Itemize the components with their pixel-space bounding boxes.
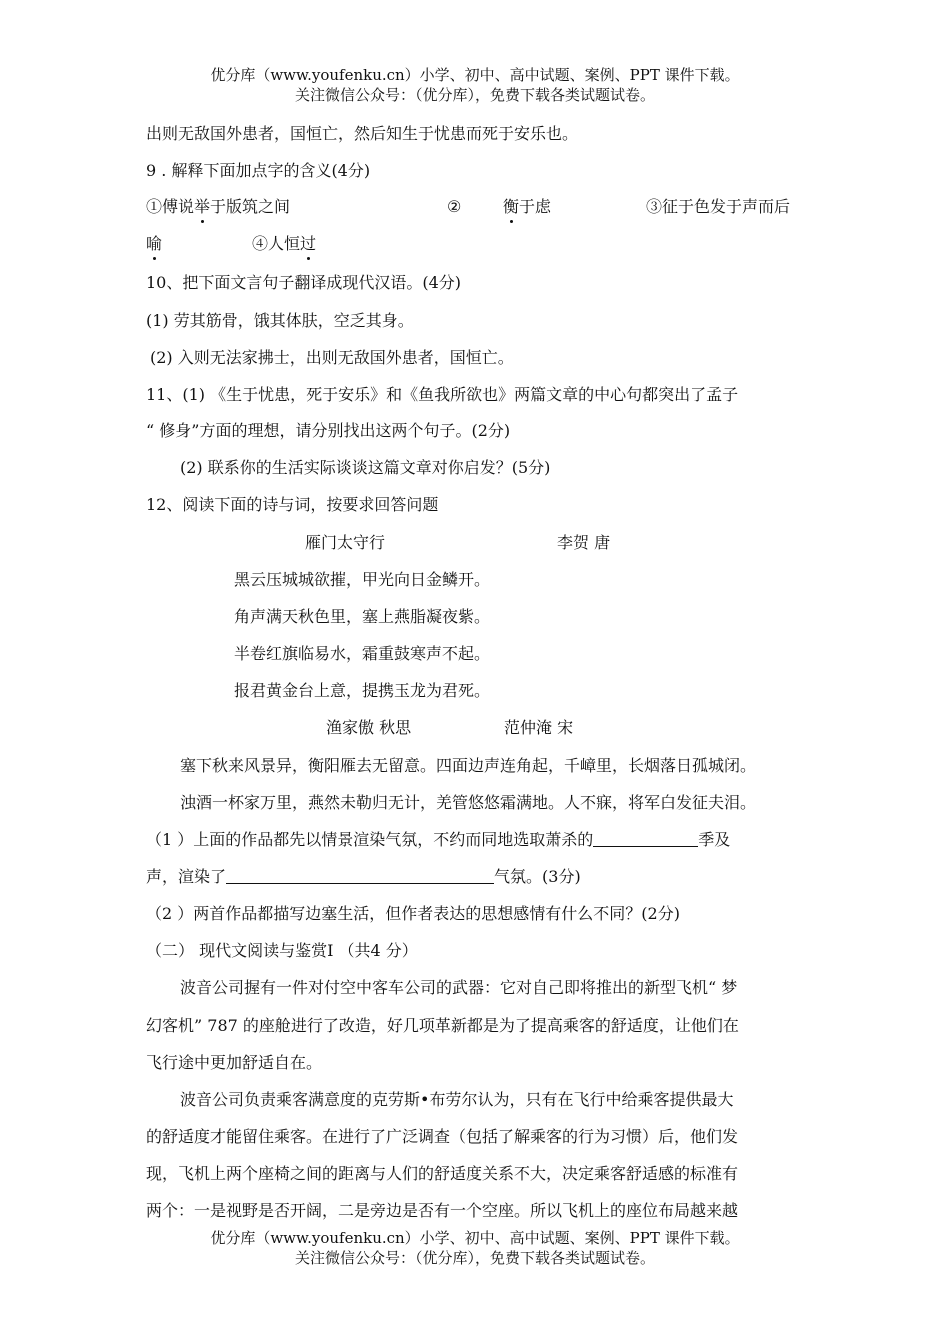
poem-2-line: 浊酒一杯家万里，燕然未勒归无计，羌管悠悠霜满地。人不寐，将军白发征夫泪。 bbox=[180, 793, 757, 812]
poem-1-line: 报君黄金台上意，提携玉龙为君死。 bbox=[234, 681, 491, 700]
text-fragment: 于版筑之间 bbox=[210, 197, 291, 216]
header-line-2: 关注微信公众号：（优分库），免费下载各类试题试卷。 bbox=[294, 86, 655, 104]
question-12: 12、阅读下面的诗与词，按要求回答问题 bbox=[146, 495, 439, 514]
q9-item-3-cont bbox=[146, 234, 162, 254]
paragraph-line: 飞行途中更加舒适自在。 bbox=[146, 1053, 323, 1072]
dotted-char: 过 bbox=[300, 234, 317, 253]
poem-1-author: 李贺 唐 bbox=[557, 533, 611, 552]
dotted-char: 举 bbox=[194, 197, 211, 216]
poem-1-line: 角声满天秋色里，塞上燕脂凝夜紫。 bbox=[234, 607, 491, 626]
footer-line-2: 关注微信公众号：（优分库），免费下载各类试题试卷。 bbox=[294, 1249, 655, 1267]
poem-2-author: 范仲淹 宋 bbox=[504, 718, 574, 737]
text-fragment: ①傅说 bbox=[146, 197, 195, 216]
text-fragment: 于虑 bbox=[519, 197, 552, 216]
answer-blank bbox=[593, 832, 698, 847]
section-heading: （二） 现代文阅读与鉴赏I （共4 分） bbox=[146, 941, 418, 960]
q9-item-1 bbox=[146, 197, 290, 217]
answer-blank bbox=[226, 869, 494, 884]
poem-1-title: 雁门太守行 bbox=[305, 533, 386, 552]
question-10-2: (2) 入则无法家拂士，出则无敌国外患者，国恒亡。 bbox=[150, 348, 514, 367]
text-line: 出则无敌国外患者，国恒亡，然后知生于忧患而死于安乐也。 bbox=[146, 124, 579, 143]
question-10-1: (1) 劳其筋骨，饿其体肤，空乏其身。 bbox=[146, 311, 414, 330]
dotted-char: 喻 bbox=[146, 234, 163, 253]
q9-item-3: ③征于色发于声而后 bbox=[646, 197, 791, 216]
footer-line-1: 优分库（www.youfenku.cn）小学、初中、高中试题、案例、PPT 课件下载。 bbox=[210, 1229, 740, 1247]
paragraph-line: 的舒适度才能留住乘客。在进行了广泛调查（包括了解乘客的行为习惯）后，他们发 bbox=[146, 1127, 739, 1146]
dotted-char: 衡 bbox=[503, 197, 520, 216]
poem-2-title: 渔家傲 秋思 bbox=[326, 718, 412, 737]
question-11-1-cont: “ 修身”方面的理想，请分别找出这两个句子。(2分) bbox=[146, 421, 511, 440]
text-fragment: ④人恒 bbox=[252, 234, 301, 253]
q9-item-2-num: ② bbox=[447, 197, 462, 216]
paragraph-line: 现，飞机上两个座椅之间的距离与人们的舒适度关系不大，决定乘客舒适感的标准有 bbox=[146, 1164, 739, 1183]
header-line-1: 优分库（www.youfenku.cn）小学、初中、高中试题、案例、PPT 课件下载。 bbox=[210, 66, 740, 84]
paragraph-line: 幻客机” 787 的座舱进行了改造，好几项革新都是为了提高乘客的舒适度，让他们在 bbox=[146, 1016, 739, 1035]
paragraph-line: 两个：一是视野是否开阔，二是旁边是否有一个空座。所以飞机上的座位布局越来越 bbox=[146, 1201, 739, 1220]
question-9: 9 . 解释下面加点字的含义(4分) bbox=[146, 161, 371, 180]
question-11-2: (2) 联系你的生活实际谈谈这篇文章对你启发？(5分) bbox=[180, 458, 551, 477]
text-fragment: 声，渲染了 bbox=[146, 867, 227, 886]
paragraph-line: 波音公司握有一件对付空中客车公司的武器：它对自己即将推出的新型飞机“ 梦 bbox=[180, 978, 738, 997]
question-12-2: （2 ）两首作品都描写边塞生活，但作者表达的思想感情有什么不同？(2分) bbox=[146, 904, 680, 923]
poem-1-line: 黑云压城城欲摧，甲光向日金鳞开。 bbox=[234, 570, 491, 589]
q9-item-2 bbox=[503, 197, 551, 217]
q9-item-4 bbox=[252, 234, 316, 254]
text-fragment: 季及 bbox=[698, 830, 731, 849]
question-11-1: 11、(1) 《生于忧患，死于安乐》和《鱼我所欲也》两篇文章的中心句都突出了孟子 bbox=[146, 385, 739, 404]
paragraph-line: 波音公司负责乘客满意度的克劳斯•布劳尔认为，只有在飞行中给乘客提供最大 bbox=[180, 1090, 734, 1109]
text-fragment: （1 ）上面的作品都先以情景渲染气氛，不约而同地选取萧杀的 bbox=[146, 830, 594, 849]
poem-2-line: 塞下秋来风景异，衡阳雁去无留意。四面边声连角起，千嶂里，长烟落日孤城闭。 bbox=[180, 756, 757, 775]
question-12-1-cont bbox=[146, 867, 581, 887]
text-fragment: 气氛。(3分) bbox=[494, 867, 581, 886]
poem-1-line: 半卷红旗临易水，霜重鼓寒声不起。 bbox=[234, 644, 491, 663]
question-10: 10、把下面文言句子翻译成现代汉语。(4分) bbox=[146, 273, 462, 292]
question-12-1 bbox=[146, 830, 730, 850]
